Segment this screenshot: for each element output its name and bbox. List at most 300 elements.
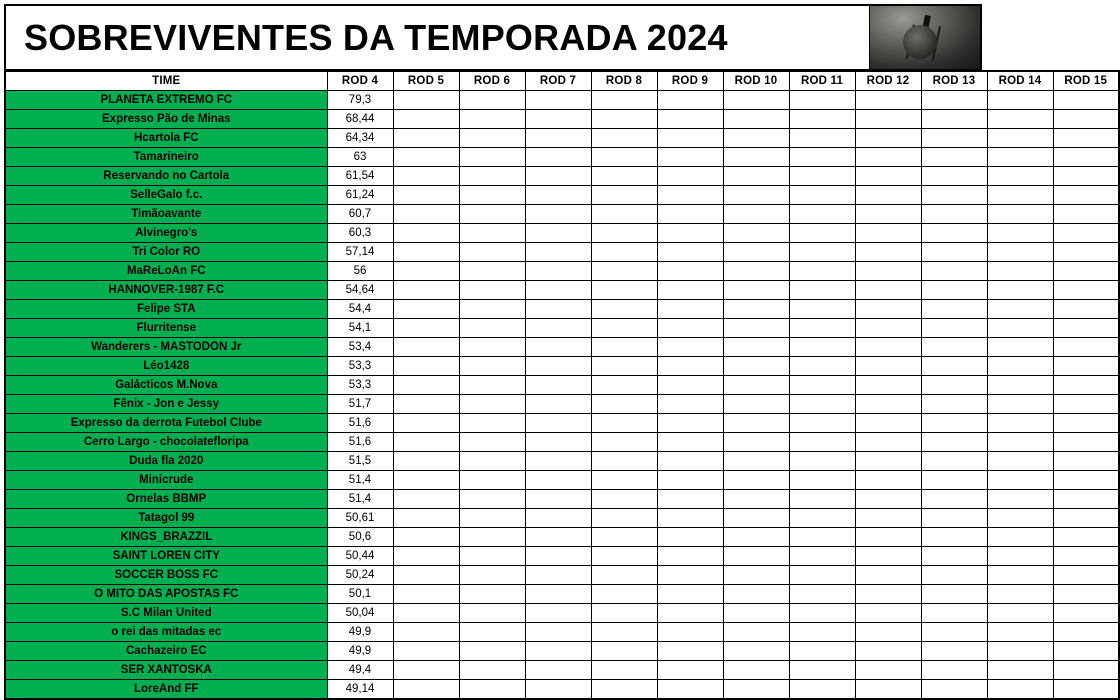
cell-empty <box>591 357 657 376</box>
cell-empty <box>921 452 987 471</box>
cell-empty <box>921 680 987 700</box>
cell-empty <box>591 452 657 471</box>
cell-empty <box>393 642 459 661</box>
cell-rod4-score: 51,4 <box>327 471 393 490</box>
cell-empty <box>723 205 789 224</box>
cell-empty <box>1053 661 1119 680</box>
cell-rod4-score: 51,7 <box>327 395 393 414</box>
cell-empty <box>525 205 591 224</box>
table-row <box>5 357 1119 376</box>
cell-empty <box>525 604 591 623</box>
cell-empty <box>525 91 591 110</box>
cell-empty <box>393 604 459 623</box>
cell-empty <box>459 243 525 262</box>
cell-empty <box>789 91 855 110</box>
cell-empty <box>393 167 459 186</box>
table-row <box>5 528 1119 547</box>
column-header-rod7: ROD 7 <box>525 71 591 91</box>
cell-empty <box>987 623 1053 642</box>
cell-empty <box>987 642 1053 661</box>
cell-empty <box>1053 680 1119 700</box>
cell-empty <box>855 490 921 509</box>
cell-empty <box>525 243 591 262</box>
spreadsheet-page <box>0 4 1108 695</box>
cell-empty <box>789 129 855 148</box>
cell-empty <box>789 433 855 452</box>
cell-empty <box>789 642 855 661</box>
cell-empty <box>987 262 1053 281</box>
cell-empty <box>591 167 657 186</box>
cell-empty <box>657 357 723 376</box>
cell-empty <box>855 680 921 700</box>
cell-empty <box>393 205 459 224</box>
cell-empty <box>987 205 1053 224</box>
cell-empty <box>459 148 525 167</box>
cell-rod4-score: 61,54 <box>327 167 393 186</box>
cell-empty <box>987 528 1053 547</box>
cell-empty <box>657 376 723 395</box>
cell-empty <box>459 300 525 319</box>
cell-empty <box>855 300 921 319</box>
cell-empty <box>459 528 525 547</box>
cell-empty <box>855 433 921 452</box>
cell-empty <box>591 661 657 680</box>
cell-empty <box>657 490 723 509</box>
cell-rod4-score: 50,04 <box>327 604 393 623</box>
cell-empty <box>525 300 591 319</box>
cell-empty <box>1053 433 1119 452</box>
cell-empty <box>393 661 459 680</box>
table-row <box>5 395 1119 414</box>
cell-empty <box>789 623 855 642</box>
cell-empty <box>657 528 723 547</box>
cell-empty <box>855 129 921 148</box>
cell-empty <box>1053 243 1119 262</box>
column-header-rod6: ROD 6 <box>459 71 525 91</box>
cell-rod4-score: 49,9 <box>327 623 393 642</box>
cell-empty <box>789 224 855 243</box>
cell-empty <box>393 148 459 167</box>
cell-empty <box>459 376 525 395</box>
cell-empty <box>921 623 987 642</box>
cell-empty <box>921 262 987 281</box>
cell-empty <box>987 300 1053 319</box>
cell-rod4-score: 51,5 <box>327 452 393 471</box>
cell-team-name: Galácticos M.Nova <box>5 376 327 395</box>
cell-empty <box>525 110 591 129</box>
cell-team-name: SelleGalo f.c. <box>5 186 327 205</box>
cell-team-name: Duda fla 2020 <box>5 452 327 471</box>
cell-empty <box>855 414 921 433</box>
cell-rod4-score: 79,3 <box>327 91 393 110</box>
cell-empty <box>723 490 789 509</box>
cell-empty <box>591 300 657 319</box>
column-header-rod10: ROD 10 <box>723 71 789 91</box>
cell-empty <box>855 547 921 566</box>
cell-rod4-score: 51,6 <box>327 433 393 452</box>
cell-empty <box>723 167 789 186</box>
cell-team-name: Ornelas BBMP <box>5 490 327 509</box>
cell-empty <box>591 490 657 509</box>
cell-empty <box>789 490 855 509</box>
cell-empty <box>723 623 789 642</box>
cell-empty <box>921 395 987 414</box>
cell-empty <box>723 452 789 471</box>
cell-empty <box>789 262 855 281</box>
cell-empty <box>1053 490 1119 509</box>
cell-empty <box>921 167 987 186</box>
cell-empty <box>1053 414 1119 433</box>
cell-empty <box>789 357 855 376</box>
cell-team-name: Wanderers - MASTODON Jr <box>5 338 327 357</box>
table-row <box>5 585 1119 604</box>
table-row <box>5 186 1119 205</box>
cell-empty <box>921 566 987 585</box>
cell-empty <box>393 224 459 243</box>
cell-empty <box>525 148 591 167</box>
cell-empty <box>987 471 1053 490</box>
table-row <box>5 414 1119 433</box>
cell-rod4-score: 49,14 <box>327 680 393 700</box>
table-row <box>5 300 1119 319</box>
standings-table <box>4 70 1120 700</box>
cell-empty <box>855 395 921 414</box>
cell-empty <box>525 547 591 566</box>
cell-team-name: O MITO DAS APOSTAS FC <box>5 585 327 604</box>
cell-empty <box>789 300 855 319</box>
cell-empty <box>459 319 525 338</box>
column-header-time: TIME <box>5 71 327 91</box>
cell-rod4-score: 51,4 <box>327 490 393 509</box>
table-row <box>5 129 1119 148</box>
cell-empty <box>657 471 723 490</box>
cell-empty <box>657 300 723 319</box>
cell-empty <box>987 319 1053 338</box>
cell-empty <box>1053 547 1119 566</box>
cell-empty <box>459 224 525 243</box>
cell-empty <box>723 433 789 452</box>
table-row <box>5 547 1119 566</box>
cell-empty <box>591 509 657 528</box>
cell-empty <box>393 91 459 110</box>
cell-empty <box>855 566 921 585</box>
cell-empty <box>525 642 591 661</box>
cell-empty <box>789 110 855 129</box>
column-header-rod5: ROD 5 <box>393 71 459 91</box>
cell-empty <box>525 452 591 471</box>
cell-empty <box>789 547 855 566</box>
column-header-rod11: ROD 11 <box>789 71 855 91</box>
cell-empty <box>459 509 525 528</box>
cell-empty <box>525 357 591 376</box>
cell-empty <box>1053 262 1119 281</box>
cell-empty <box>525 224 591 243</box>
cell-empty <box>1053 300 1119 319</box>
cell-team-name: Minicrude <box>5 471 327 490</box>
cell-empty <box>459 395 525 414</box>
cell-empty <box>657 205 723 224</box>
cell-empty <box>1053 148 1119 167</box>
column-header-rod13: ROD 13 <box>921 71 987 91</box>
cell-empty <box>723 129 789 148</box>
cell-team-name: Léo1428 <box>5 357 327 376</box>
title-cell <box>6 6 869 69</box>
cell-empty <box>591 566 657 585</box>
cell-empty <box>591 319 657 338</box>
cell-empty <box>723 281 789 300</box>
cell-empty <box>987 509 1053 528</box>
cell-empty <box>855 319 921 338</box>
cell-empty <box>591 186 657 205</box>
table-row <box>5 490 1119 509</box>
cell-empty <box>1053 357 1119 376</box>
cell-empty <box>591 110 657 129</box>
cell-empty <box>855 357 921 376</box>
column-header-rod9: ROD 9 <box>657 71 723 91</box>
cell-empty <box>987 224 1053 243</box>
table-row <box>5 148 1119 167</box>
cell-empty <box>525 509 591 528</box>
cell-empty <box>987 243 1053 262</box>
cell-empty <box>789 186 855 205</box>
cell-empty <box>987 281 1053 300</box>
cell-empty <box>525 338 591 357</box>
table-row <box>5 471 1119 490</box>
cell-rod4-score: 50,44 <box>327 547 393 566</box>
cell-rod4-score: 54,4 <box>327 300 393 319</box>
cell-empty <box>591 338 657 357</box>
table-row <box>5 224 1119 243</box>
cell-empty <box>525 623 591 642</box>
table-row <box>5 642 1119 661</box>
cell-team-name: Expresso da derrota Futebol Clube <box>5 414 327 433</box>
table-row <box>5 338 1119 357</box>
cell-empty <box>393 262 459 281</box>
cell-empty <box>1053 129 1119 148</box>
cell-empty <box>987 585 1053 604</box>
cell-empty <box>459 642 525 661</box>
column-header-rod15: ROD 15 <box>1053 71 1119 91</box>
cell-empty <box>789 319 855 338</box>
cell-rod4-score: 50,61 <box>327 509 393 528</box>
cell-team-name: Alvinegro's <box>5 224 327 243</box>
cell-empty <box>855 585 921 604</box>
cell-empty <box>657 167 723 186</box>
cell-empty <box>1053 528 1119 547</box>
cell-empty <box>459 281 525 300</box>
cell-empty <box>1053 585 1119 604</box>
cell-empty <box>789 471 855 490</box>
cell-empty <box>723 262 789 281</box>
cell-team-name: S.C Milan United <box>5 604 327 623</box>
cell-empty <box>855 528 921 547</box>
cell-empty <box>987 414 1053 433</box>
cell-empty <box>657 224 723 243</box>
cell-empty <box>723 604 789 623</box>
cell-empty <box>1053 167 1119 186</box>
cell-empty <box>921 357 987 376</box>
cell-empty <box>789 566 855 585</box>
cell-team-name: Tamarineiro <box>5 148 327 167</box>
cell-empty <box>591 471 657 490</box>
cell-rod4-score: 53,4 <box>327 338 393 357</box>
page-title: SOBREVIVENTES DA TEMPORADA 2024 <box>24 16 728 58</box>
cell-rod4-score: 53,3 <box>327 376 393 395</box>
cell-empty <box>657 433 723 452</box>
cell-empty <box>921 243 987 262</box>
cell-empty <box>723 338 789 357</box>
cell-empty <box>459 186 525 205</box>
cell-empty <box>1053 566 1119 585</box>
cell-team-name: HANNOVER-1987 F.C <box>5 281 327 300</box>
cell-rod4-score: 68,44 <box>327 110 393 129</box>
cell-empty <box>393 338 459 357</box>
cell-empty <box>459 414 525 433</box>
cell-empty <box>393 490 459 509</box>
cell-empty <box>855 91 921 110</box>
cell-empty <box>657 319 723 338</box>
cell-empty <box>657 243 723 262</box>
cell-empty <box>591 281 657 300</box>
cell-empty <box>789 452 855 471</box>
cell-empty <box>393 281 459 300</box>
cell-empty <box>723 148 789 167</box>
cell-empty <box>921 91 987 110</box>
cell-team-name: SER XANTOSKA <box>5 661 327 680</box>
cell-rod4-score: 63 <box>327 148 393 167</box>
cell-empty <box>723 186 789 205</box>
cell-empty <box>657 395 723 414</box>
cell-empty <box>459 547 525 566</box>
cell-rod4-score: 54,1 <box>327 319 393 338</box>
cell-empty <box>855 376 921 395</box>
cell-empty <box>723 319 789 338</box>
cell-empty <box>723 528 789 547</box>
cell-team-name: Cerro Largo - chocolatefloripa <box>5 433 327 452</box>
cell-team-name: Expresso Pão de Minas <box>5 110 327 129</box>
cell-empty <box>921 376 987 395</box>
cell-empty <box>921 186 987 205</box>
cell-empty <box>723 642 789 661</box>
cell-empty <box>921 528 987 547</box>
cell-empty <box>789 528 855 547</box>
cell-rod4-score: 50,6 <box>327 528 393 547</box>
cell-empty <box>855 243 921 262</box>
cell-empty <box>789 148 855 167</box>
cell-empty <box>459 91 525 110</box>
cell-empty <box>723 547 789 566</box>
cell-empty <box>987 357 1053 376</box>
cell-empty <box>723 224 789 243</box>
cell-rod4-score: 51,6 <box>327 414 393 433</box>
cell-empty <box>723 110 789 129</box>
cell-empty <box>987 452 1053 471</box>
cell-team-name: Hcartola FC <box>5 129 327 148</box>
cell-empty <box>921 110 987 129</box>
cell-empty <box>591 129 657 148</box>
cell-empty <box>789 680 855 700</box>
cell-empty <box>723 566 789 585</box>
cell-empty <box>789 661 855 680</box>
cell-empty <box>921 319 987 338</box>
cell-empty <box>657 414 723 433</box>
cell-empty <box>855 661 921 680</box>
cell-empty <box>921 547 987 566</box>
cell-empty <box>1053 319 1119 338</box>
cell-team-name: Tri Color RO <box>5 243 327 262</box>
cell-empty <box>591 243 657 262</box>
cell-empty <box>1053 91 1119 110</box>
cell-empty <box>525 490 591 509</box>
cell-empty <box>789 243 855 262</box>
cell-empty <box>855 110 921 129</box>
table-row <box>5 243 1119 262</box>
table-row <box>5 509 1119 528</box>
cell-empty <box>393 300 459 319</box>
cell-empty <box>855 452 921 471</box>
cell-empty <box>921 300 987 319</box>
cell-empty <box>1053 509 1119 528</box>
cell-empty <box>789 509 855 528</box>
cell-empty <box>657 661 723 680</box>
cell-empty <box>459 129 525 148</box>
cell-empty <box>591 623 657 642</box>
cell-empty <box>525 376 591 395</box>
cell-empty <box>987 376 1053 395</box>
cell-empty <box>459 338 525 357</box>
cell-empty <box>525 281 591 300</box>
cell-rod4-score: 60,7 <box>327 205 393 224</box>
cell-empty <box>657 566 723 585</box>
cell-empty <box>393 452 459 471</box>
cell-empty <box>723 243 789 262</box>
cell-empty <box>393 623 459 642</box>
cell-team-name: Flurritense <box>5 319 327 338</box>
cell-empty <box>657 110 723 129</box>
cell-empty <box>525 661 591 680</box>
cell-empty <box>789 395 855 414</box>
cell-team-name: Fênix - Jon e Jessy <box>5 395 327 414</box>
cell-empty <box>591 91 657 110</box>
cell-empty <box>855 186 921 205</box>
cell-empty <box>591 376 657 395</box>
cell-empty <box>525 433 591 452</box>
cell-team-name: Cachazeiro EC <box>5 642 327 661</box>
cell-empty <box>591 642 657 661</box>
table-row <box>5 376 1119 395</box>
cell-empty <box>855 338 921 357</box>
cell-empty <box>855 224 921 243</box>
column-header-rod8: ROD 8 <box>591 71 657 91</box>
cell-empty <box>657 91 723 110</box>
cell-empty <box>525 528 591 547</box>
table-row <box>5 433 1119 452</box>
cell-empty <box>921 585 987 604</box>
cell-empty <box>459 661 525 680</box>
cell-empty <box>525 395 591 414</box>
cell-empty <box>723 414 789 433</box>
cell-empty <box>591 148 657 167</box>
cell-empty <box>459 262 525 281</box>
cell-team-name: Reservando no Cartola <box>5 167 327 186</box>
cell-empty <box>855 471 921 490</box>
cell-empty <box>459 566 525 585</box>
cell-empty <box>921 414 987 433</box>
cell-empty <box>723 300 789 319</box>
cell-empty <box>459 471 525 490</box>
cell-empty <box>921 642 987 661</box>
cell-empty <box>393 357 459 376</box>
